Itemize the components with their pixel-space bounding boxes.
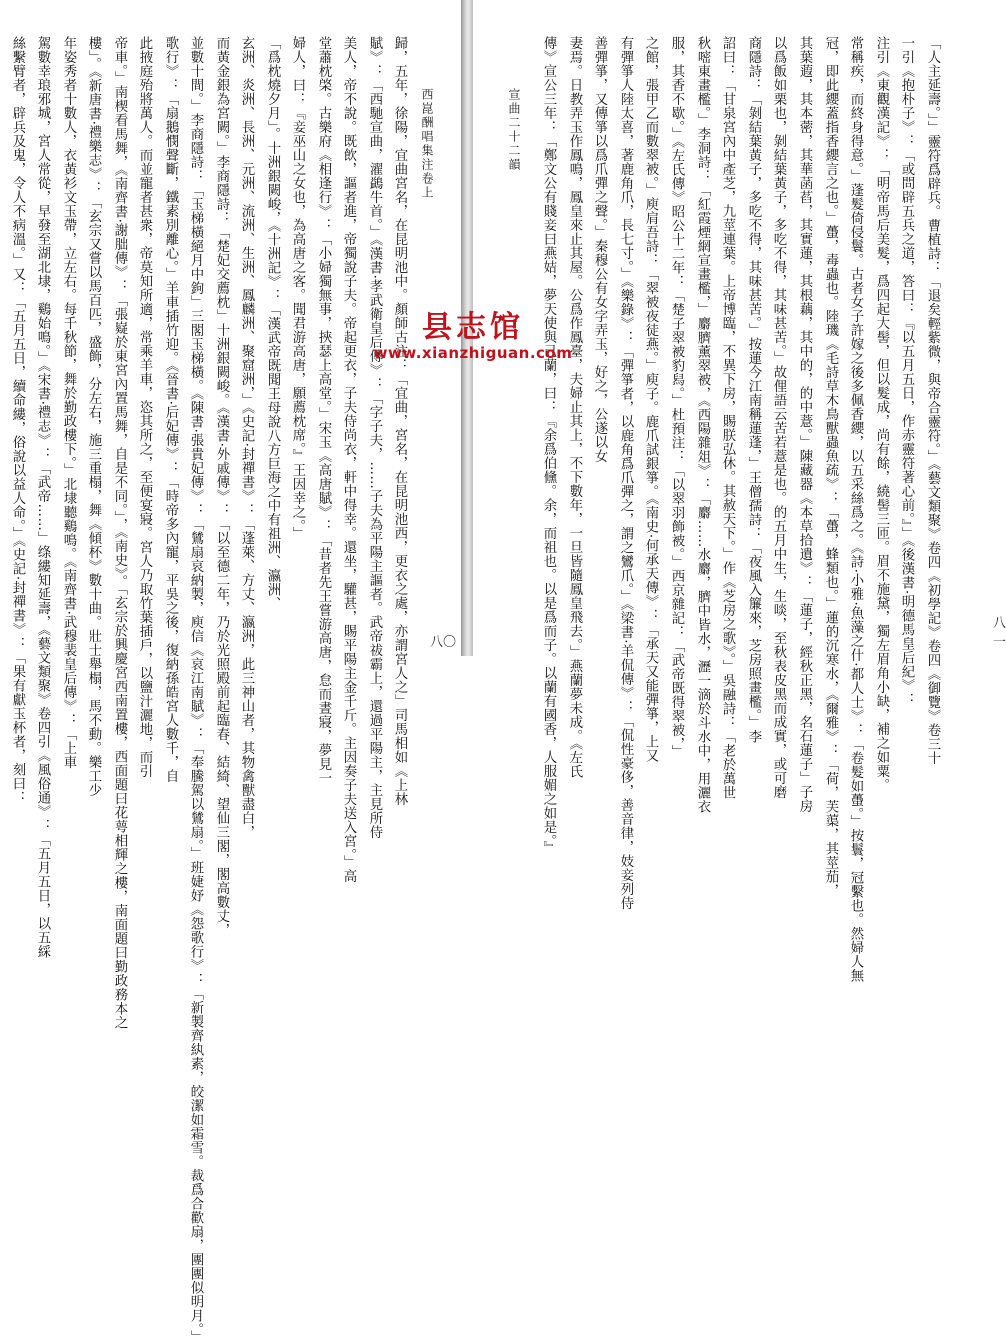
text-column: 並數十間。」李商隱詩：「玉梯橫絕月中鉤」三閣玉梯橫。《陳書·張貴妃傳》：「鷥扇哀納製，庾信《哀江南賦》：「奉騰駕以鷥扇。」班婕妤《怨歌行》：「新製齊紈素，皎潔如霜雪。裁爲合歡扇，團團似明月。」 (188, 36, 203, 1344)
text-column: 傳》宣公三年：「鄭文公有賤妾曰燕姞，夢天使與己蘭，曰：『余爲伯儵。余，而祖也。以是爲而子。以蘭有國香，人服媚之如是。』 (541, 36, 556, 856)
text-column: 「爲枕燒夕月」。十洲銀闕峻，《十洲記》：「漢武帝既聞王母說八方巨海之中有祖洲、瀛洲、 (265, 36, 280, 611)
page-number: 八一 (993, 616, 1006, 650)
running-header: 西崑酬唱集注卷上 (420, 88, 434, 200)
text-column: 玄洲、炎洲、長洲、元洲、流洲、生洲、鳳麟洲、聚窟洲，」《史記·封禪書》：「蓬萊、方丈、瀛洲，此三神山者，其物禽獸盡白， (239, 36, 254, 840)
text-column: 美人，帝不說。既飲，謳者進，帝獨說子夫。帝起更衣，子夫侍尚衣，軒中得幸。還坐，驩甚，賜平陽主金千斤。主因奏子夫送入宮。」高 (341, 36, 356, 884)
text-column: 之館，張甲乙而數翠被。」庾肩吾詩：「翠被夜徒燕。」庾子。鹿爪試銀箏。《南史·何承天傳》：「承天又能彈箏，上又 (643, 36, 658, 763)
text-column: 婦人，曰：『妾巫山之女也，為高唐之客。聞君游高唐，願薦枕席。』王因幸之。」 (290, 36, 305, 541)
text-column: 年姿秀者十數人，衣黃衫文玉帶，立左右。每千秋節，舞於勤政樓下。」北埭聽鷄鳴。《南齊書·武穆裴皇后傳》：「上車 (61, 36, 76, 770)
text-column: 其葉蕸，其本蔤，其華菡萏，其實蓮，其根藕，其中的，的中薏。」陳藏器《本草拾遺》：「蓮子，經秋正黑，名石蓮子」子房 (797, 36, 812, 814)
text-column: 商隱詩：「剝結葉黃子，多吃不得，其味甚苦。」按蓮今江南稱蓮蓬，」王僧孺詩：「夜風入簾來，芝房照畫檻。」李 (746, 36, 761, 744)
watermark-url: www.xianzhiguan.com (373, 344, 573, 362)
text-column: 歸，五年，徐陽，宜曲宮名，在昆明池中。顏師古注：「宜曲，宮名，在昆明池西，更衣之處，亦謂宮人之」司馬相如《上林 (392, 36, 407, 806)
text-column: 絲繫臂者，辟兵及鬼，令人不病溫。」又：「五月五日，續命縷，俗說以益人命。」《史記·封禪書》：「果有獻玉杯者，刻曰： (10, 36, 25, 805)
text-column: 妻焉。日教弄玉作鳳鳴，鳳皇來止其屋。公爲作鳳臺，夫婦止其上，不下數年，一旦皆隨鳳皇飛去。」燕蘭夢未成。《左氏 (567, 36, 582, 779)
text-column: 善彈箏，又傳箏以爲爪彈之聲。」秦穆公有女字弄玉，好之，公遂以女 (592, 36, 607, 464)
text-column: 注引《東觀漢記》：「明帝馬后美髮，爲四起大髻，但以髮成，尚有餘，繞髻三匝。眉不施黛，獨左眉角小缺，補之如粟。 (874, 36, 889, 792)
text-column: 詔曰：「甘泉宮內中產芝，九莖連葉。上帝博臨，不異下房，賜朕弘休。其赦天下。」作《芝房之歌》。」吳融詩：「老於萬世 (720, 36, 735, 800)
text-column: 歌行》：「扇鵝憫聲斷，鐵素別離心。」羊車插竹迎。《晉書·后妃傳》：「時帝多內寵，平吳之後，復納孫皓宮人數千，自 (163, 36, 178, 784)
text-column: 賦》：「西馳宣曲，濯鷁牛首。」《漢書·孝武衛皇后傳》：「字子夫，……子夫為平陽主謳者。武帝祓霸上，還過平陽主，主見所侍 (367, 36, 382, 840)
text-column: 一引《抱朴子》：「或問辟五兵之道，答曰：『以五月五日，作赤靈符著心前。』」《後漢書·明德馬皇后紀》： (899, 36, 914, 707)
text-column: 此掖庭殆將萬人。而並寵者甚衆，帝莫知所適，常乘羊車，恣其所之，至便宴寢。宮人乃取竹葉插戶，以鹽汁灑地，而引 (137, 36, 152, 778)
page-number: 八〇 (430, 635, 457, 650)
text-column: 有彈箏人陸太喜，著鹿角爪，長七寸。」《樂錄》：「彈箏者，以鹿角爲爪彈之，謂之鸞爪。」《梁書·羊侃傳》：「侃性豪侈，善音律，妓妾列侍 (618, 36, 633, 911)
text-column: 駕數幸琅邪城，宮人常從，早發至湖北埭，鷄始鳴。」《宋書·禮志》：「武帝……」绦縷知延壽，《藝文類聚》卷四引《風俗通》：「五月五日，以五綵 (35, 36, 50, 959)
text-column: 秋嘧東畫檻。」李洞詩：「紅霞煙網宣畫檻，」麝臍薰翠被，《西陽雜俎》：「麝……水麝，臍中皆水，瀝一滴於斗水中，用灑衣 (695, 36, 710, 814)
text-column: 常稱疾，而終身得意。」蓬髮倚侵鬟。古者女子許嫁之後多佩香纓，以五采絲爲之。《詩·小雅·魚藻之什·都人士》：「卷髮如蠆。」按鬟，冠繫也。然婦人無 (848, 36, 863, 983)
text-column: 樓」。《新唐書·禮樂志》：「玄宗又嘗以馬百匹，盛飾，分左右，施三重榻，舞《傾杯》數十曲。壯士舉榻，馬不動。樂工少 (86, 36, 101, 798)
text-column: 以爲飯如栗也，剝結葉黃子，多吃不得，其味甚苦。」故俚語云苦若薏是也。的五月中生，生啖，至秋表皮黑而成實，或可磨 (771, 36, 786, 800)
watermark-title: 县志馆 (422, 310, 524, 345)
text-column: 而黃金銀為宮闕。」李商隱詩：「楚妃交薦枕」十洲銀闕峻。《漢書·外戚傳》：「以至德二年，乃於光照殿前起臨春、結綺、望仙三閣，閣高數丈， (214, 36, 229, 938)
text-column: 服，其香不歇。」《左氏傳》昭公十二年：「楚子翠被豹舄。」杜預注：「以翠羽飾被。」西京雜記：「武帝既得翠被，」 (669, 36, 684, 759)
text-column: 堂蕭枕棨。古樂府《相逢行》：「小婦獨無事，挾瑟上高堂。」宋玉《高唐賦》：「昔者先王嘗游高唐，怠而晝寢，夢見一 (316, 36, 331, 786)
text-column: 「人主延壽。」」靈符爲辟兵。曹植詩：「退矣輕紫微，與帝合靈符。」《藝文類聚》卷四《初學記》卷四《御覽》卷三十 (925, 36, 940, 766)
running-header: 宣曲二十二韻 (507, 88, 521, 172)
text-column: 帝車。」南楔看馬舞，《南齊書·謝朏傳》：「張嶷於東宮內置馬舞，自是不同。」，《南史》。「玄宗於興慶宮西南置樓，西面題曰花萼相輝之樓，南面題曰勤政務本之 (112, 36, 127, 1030)
text-column: 冠，即此纓蓋指香纓言之也。」蠆，毒蟲也。陸璣《毛詩草木鳥獸蟲魚疏》：「蠆，蜂類也。」蓮的沉寒水，《爾雅》：「荷，芙蕖，其莖茄， (823, 36, 838, 898)
